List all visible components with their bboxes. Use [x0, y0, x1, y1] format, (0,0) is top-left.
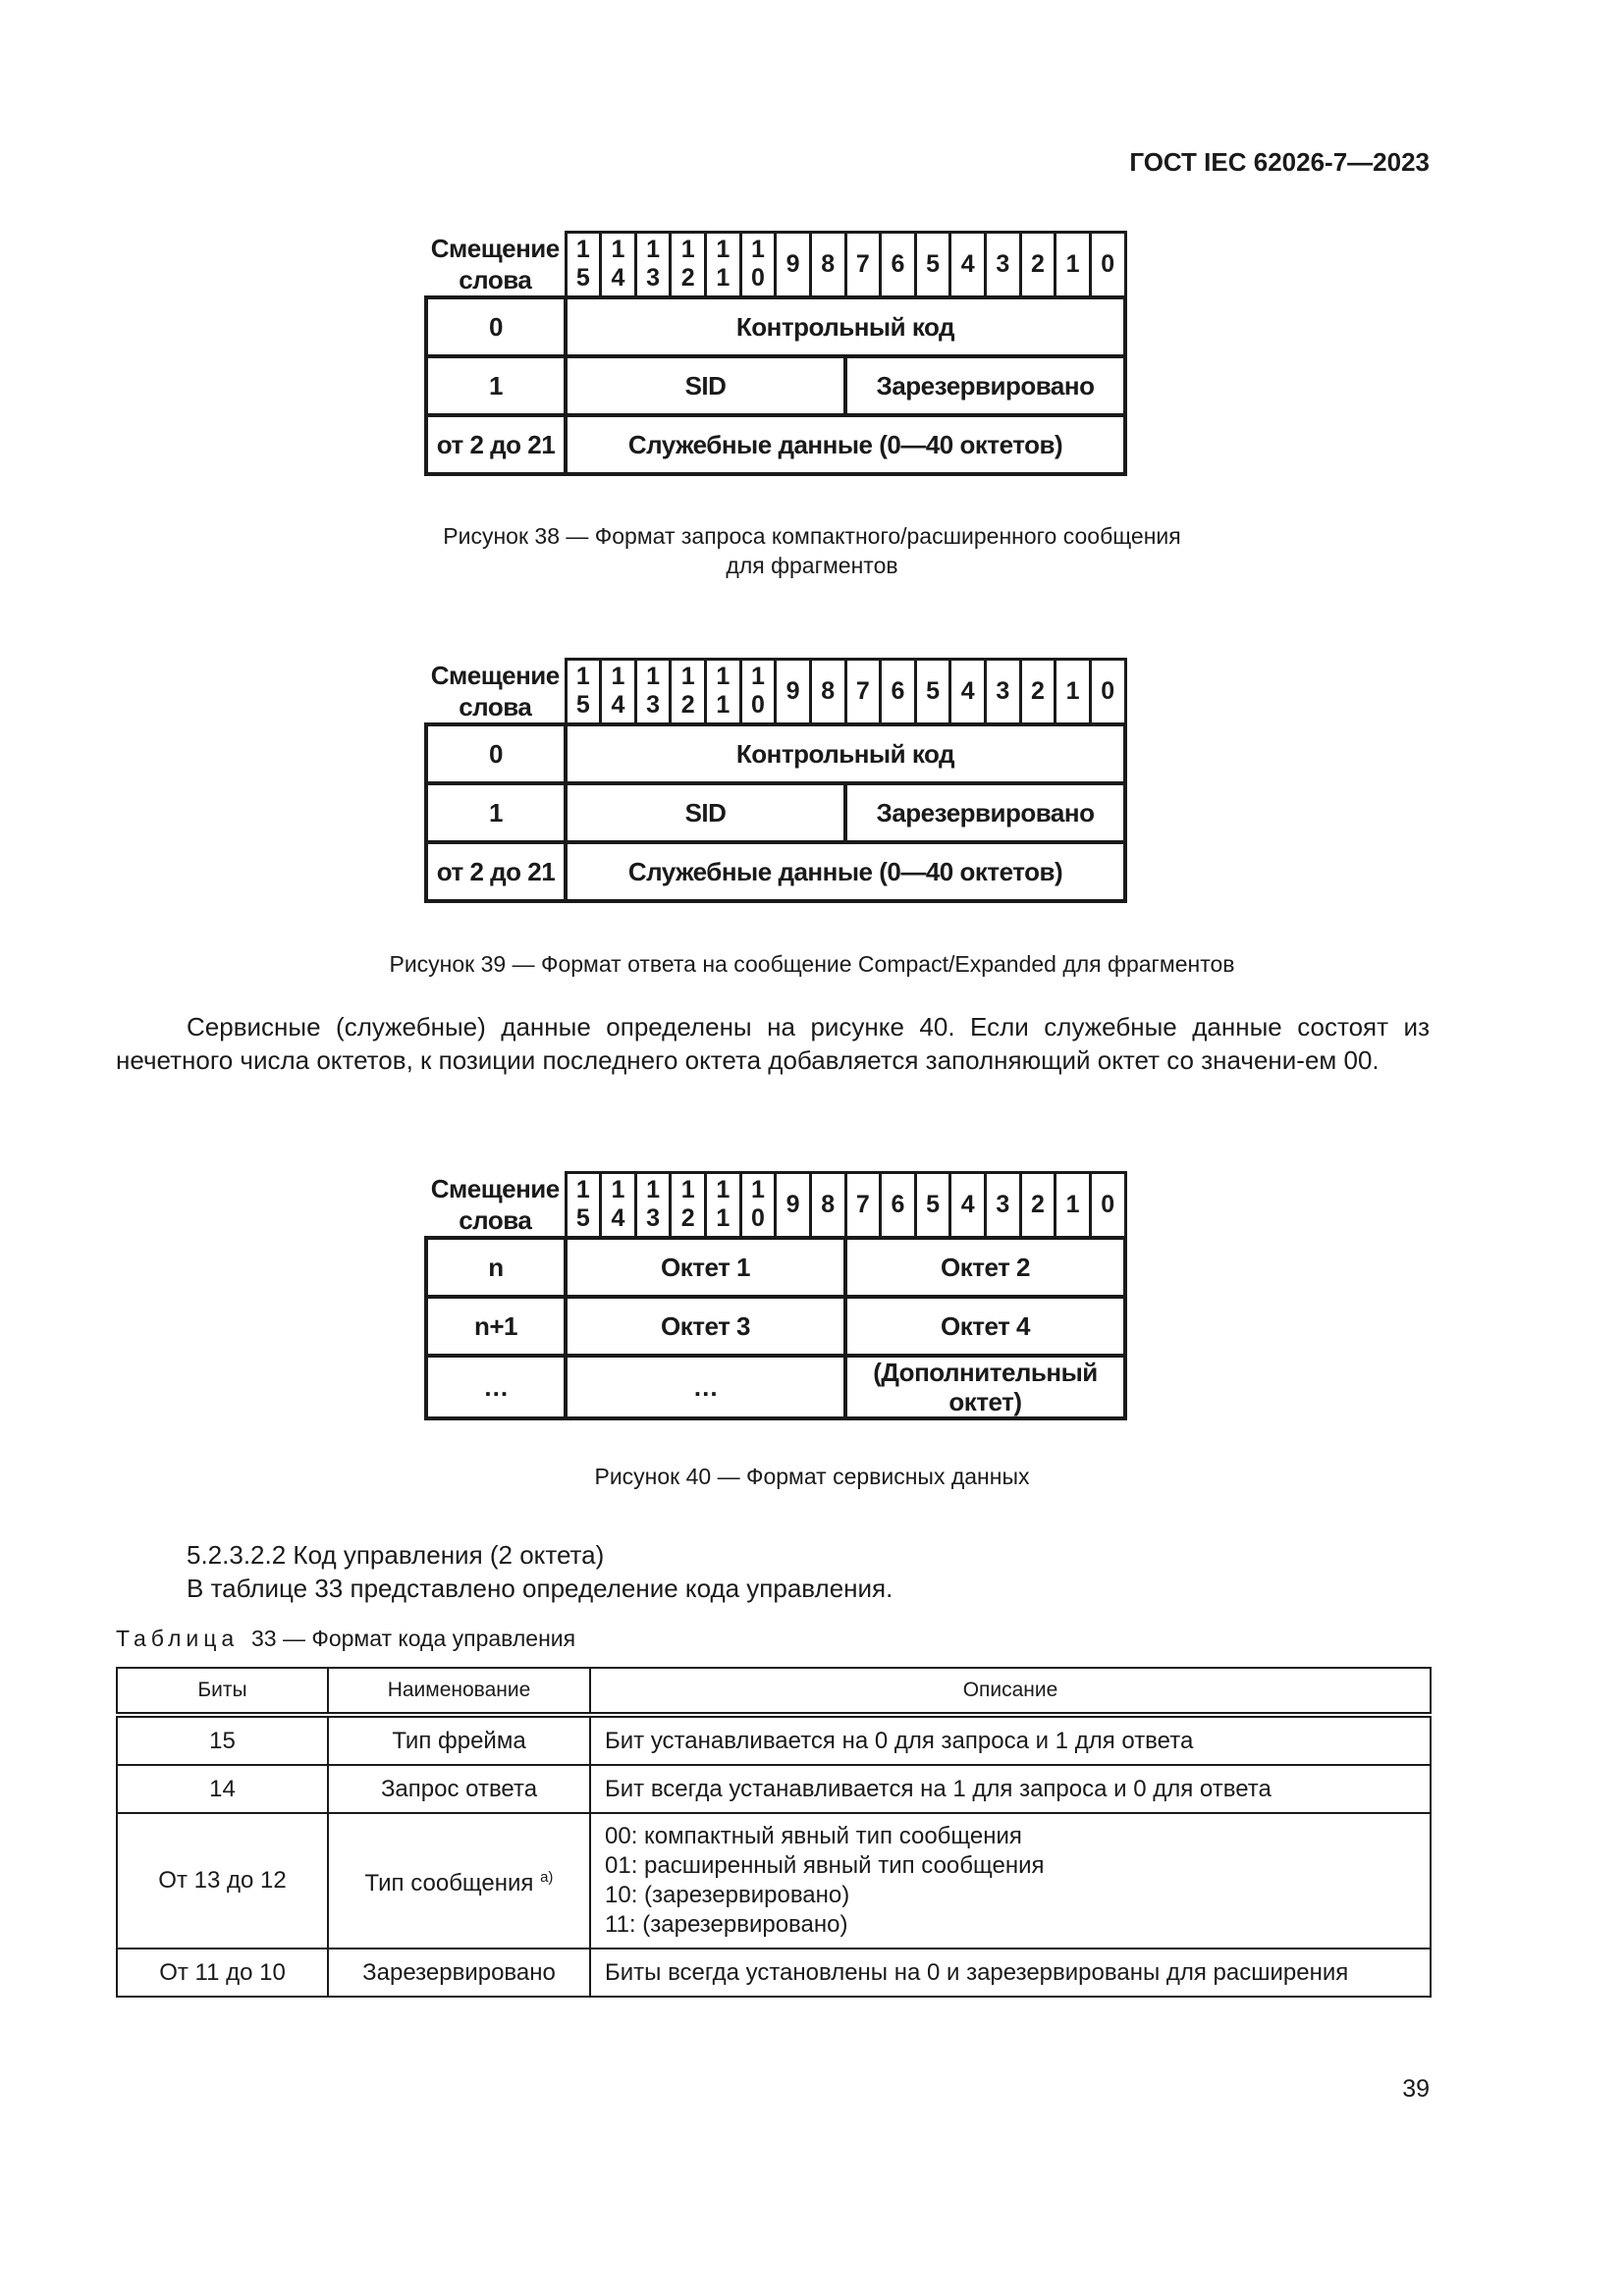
- bit-8: 8: [810, 660, 845, 724]
- diagram-row: [426, 297, 1125, 356]
- bit-2: 2: [1020, 233, 1056, 297]
- cell-name: Зарезервировано: [328, 1949, 590, 1997]
- cell-name: Тип фрейма: [328, 1715, 590, 1765]
- row-field-high-byte: …: [566, 1356, 845, 1418]
- figure-40-caption: Рисунок 40 — Формат сервисных данных: [594, 1464, 1030, 1489]
- row-offset: 1: [426, 783, 566, 842]
- diagram-row: [426, 1297, 1125, 1356]
- offset-header: Смещение слова: [430, 1173, 560, 1235]
- figure-38-caption: Рисунок 38 — Формат запроса компактного/расширенного сообщения для фрагментов: [443, 523, 1181, 578]
- bit-9: 9: [776, 1173, 811, 1238]
- row-offset: 1: [426, 356, 566, 415]
- document-header: ГОСТ IEC 62026-7—2023: [1129, 147, 1430, 177]
- bit-7: 7: [845, 660, 881, 724]
- bit-12: 1 2: [671, 660, 706, 724]
- figure-39-caption: Рисунок 39 — Формат ответа на сообщение Compact/Expanded для фрагментов: [389, 951, 1235, 977]
- bit-3: 3: [986, 1173, 1021, 1238]
- bit-14: 1 4: [601, 1173, 636, 1238]
- row-field-low-byte: Октет 2: [845, 1238, 1125, 1297]
- section-text: В таблице 33 представлено определение кода управления.: [187, 1574, 893, 1603]
- row-field-low-byte: Октет 4: [845, 1297, 1125, 1356]
- bit-11: 1 1: [706, 233, 741, 297]
- row-field-low-byte: (Дополнительный октет): [845, 1356, 1125, 1418]
- cell-name: Запрос ответа: [328, 1765, 590, 1813]
- cell-description: Биты всегда установлены на 0 и зарезервированы для расширения: [590, 1949, 1431, 1997]
- bit-2: 2: [1020, 1173, 1056, 1238]
- bit-7: 7: [845, 1173, 881, 1238]
- bit-6: 6: [881, 1173, 916, 1238]
- cell-bits: От 13 до 12: [117, 1813, 328, 1949]
- bit-4: 4: [950, 233, 986, 297]
- figure-38-diagram: [424, 231, 1123, 476]
- body-paragraph: Сервисные (служебные) данные определены на рисунке 40. Если служебные данные состоят из нечетного числа октетов, к позиции последнего октета добавляется заполняющий октет со значени-ем 00.: [116, 1012, 1430, 1075]
- diagram-row: [426, 1356, 1125, 1418]
- row-offset: n+1: [426, 1297, 566, 1356]
- figure-39-diagram: [424, 658, 1123, 903]
- bit-0: 0: [1090, 660, 1125, 724]
- bit-1: 1: [1056, 233, 1091, 297]
- row-offset: 0: [426, 724, 566, 783]
- bit-5: 5: [915, 1173, 950, 1238]
- bit-9: 9: [776, 660, 811, 724]
- bit-4: 4: [950, 660, 986, 724]
- row-field-high-byte: SID: [566, 356, 845, 415]
- bit-6: 6: [881, 233, 916, 297]
- row-offset: от 2 до 21: [426, 842, 566, 901]
- bit-0: 0: [1090, 1173, 1125, 1238]
- row-field-full: Служебные данные (0—40 октетов): [566, 415, 1125, 474]
- cell-name: Тип сообщения $^{a)}$: [328, 1813, 590, 1949]
- row-offset: от 2 до 21: [426, 415, 566, 474]
- bit-5: 5: [915, 233, 950, 297]
- bit-9: 9: [776, 233, 811, 297]
- bit-12: 1 2: [671, 233, 706, 297]
- table-row: [117, 1715, 1431, 1765]
- cell-bits: От 11 до 10: [117, 1949, 328, 1997]
- row-field-high-byte: Октет 1: [566, 1238, 845, 1297]
- bit-11: 1 1: [706, 1173, 741, 1238]
- bit-15: 1 5: [566, 1173, 601, 1238]
- bit-11: 1 1: [706, 660, 741, 724]
- footnote-marker: a): [540, 1869, 554, 1886]
- row-field-high-byte: SID: [566, 783, 845, 842]
- diagram-row: [426, 356, 1125, 415]
- diagram-row: [426, 724, 1125, 783]
- bit-13: 1 3: [635, 660, 671, 724]
- row-offset: 0: [426, 297, 566, 356]
- column-header-bits: Биты: [117, 1668, 328, 1715]
- bit-15: 1 5: [566, 660, 601, 724]
- offset-header: Смещение слова: [430, 660, 560, 721]
- table-row: [117, 1949, 1431, 1997]
- bit-10: 1 0: [740, 233, 776, 297]
- diagram-row: [426, 783, 1125, 842]
- bit-4: 4: [950, 1173, 986, 1238]
- column-header-name: Наименование: [328, 1668, 590, 1715]
- bit-13: 1 3: [635, 1173, 671, 1238]
- table-33: [116, 1667, 1432, 1998]
- figure-40-diagram: [424, 1171, 1123, 1420]
- diagram-row: [426, 842, 1125, 901]
- column-header-description: Описание: [590, 1668, 1431, 1715]
- row-field-full: Контрольный код: [566, 724, 1125, 783]
- bit-1: 1: [1056, 660, 1091, 724]
- bit-12: 1 2: [671, 1173, 706, 1238]
- row-field-low-byte: Зарезервировано: [845, 783, 1125, 842]
- cell-description: Бит устанавливается на 0 для запроса и 1 для ответа: [590, 1715, 1431, 1765]
- section-heading: 5.2.3.2.2 Код управления (2 октета): [187, 1540, 605, 1570]
- bit-5: 5: [915, 660, 950, 724]
- bit-3: 3: [986, 660, 1021, 724]
- cell-description: Бит всегда устанавливается на 1 для запроса и 0 для ответа: [590, 1765, 1431, 1813]
- row-field-full: Служебные данные (0—40 октетов): [566, 842, 1125, 901]
- row-offset: n: [426, 1238, 566, 1297]
- row-field-low-byte: Зарезервировано: [845, 356, 1125, 415]
- cell-description: 00: компактный явный тип сообщения 01: расширенный явный тип сообщения 10: (зарезервировано) 11: (зарезервировано): [590, 1813, 1431, 1949]
- bit-8: 8: [810, 233, 845, 297]
- bit-8: 8: [810, 1173, 845, 1238]
- row-field-high-byte: Октет 3: [566, 1297, 845, 1356]
- bit-10: 1 0: [740, 660, 776, 724]
- row-field-full: Контрольный код: [566, 297, 1125, 356]
- bit-2: 2: [1020, 660, 1056, 724]
- bit-3: 3: [986, 233, 1021, 297]
- table-row: [117, 1813, 1431, 1949]
- row-offset: …: [426, 1356, 566, 1418]
- bit-10: 1 0: [740, 1173, 776, 1238]
- bit-6: 6: [881, 660, 916, 724]
- table-33-title: Таблица 33 — Формат кода управления: [116, 1626, 576, 1651]
- bit-15: 1 5: [566, 233, 601, 297]
- page-number: 39: [1402, 2075, 1430, 2103]
- cell-bits: 14: [117, 1765, 328, 1813]
- diagram-row: [426, 415, 1125, 474]
- bit-14: 1 4: [601, 233, 636, 297]
- cell-bits: 15: [117, 1715, 328, 1765]
- bit-0: 0: [1090, 233, 1125, 297]
- bit-13: 1 3: [635, 233, 671, 297]
- table-row: [117, 1765, 1431, 1813]
- bit-1: 1: [1056, 1173, 1091, 1238]
- offset-header: Смещение слова: [430, 233, 560, 294]
- diagram-row: [426, 1238, 1125, 1297]
- bit-7: 7: [845, 233, 881, 297]
- section-block: [116, 1538, 1430, 1605]
- bit-14: 1 4: [601, 660, 636, 724]
